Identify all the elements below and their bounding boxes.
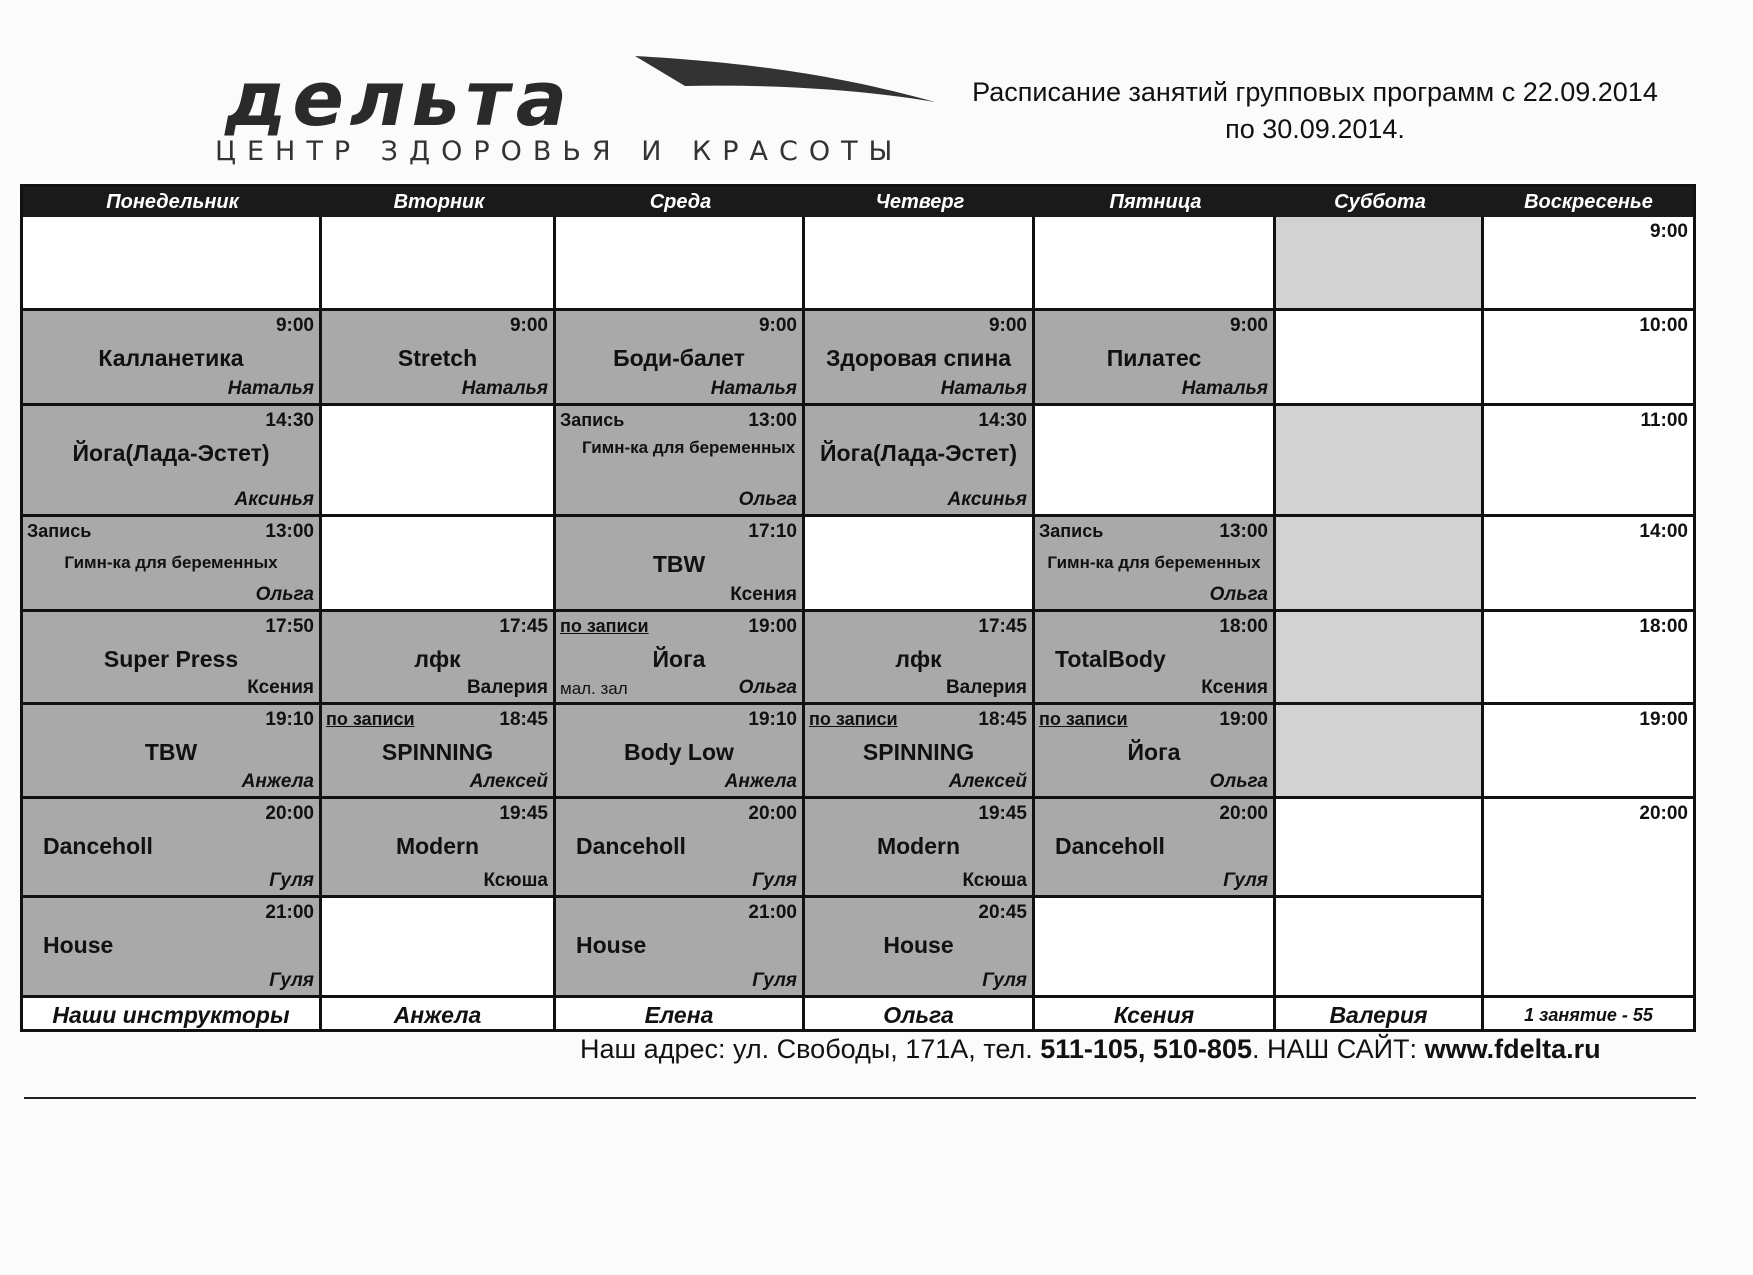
empty-slot bbox=[322, 517, 556, 612]
class-time: 18:00 bbox=[1219, 616, 1268, 637]
class-name: Йога(Лада-Эстет) bbox=[820, 440, 1017, 466]
trainer-name: Ксения bbox=[1201, 677, 1268, 698]
class-time: 19:00 bbox=[748, 616, 797, 637]
day-header-2: Среда bbox=[649, 191, 712, 213]
class-time: 19:45 bbox=[978, 803, 1027, 824]
instructor-name: Анжела bbox=[322, 998, 556, 1031]
class-slot[interactable] bbox=[556, 705, 805, 799]
empty-slot bbox=[1276, 705, 1484, 799]
class-name: лфк bbox=[414, 646, 461, 672]
class-slot[interactable] bbox=[805, 705, 1035, 799]
class-name: TBW bbox=[652, 551, 706, 577]
class-name: Йога bbox=[652, 646, 706, 672]
trainer-name: Анжела bbox=[241, 771, 314, 792]
day-header-5: Суббота bbox=[1334, 191, 1426, 213]
trainer-name: Наталья bbox=[227, 378, 314, 399]
class-time: 20:00 bbox=[1219, 803, 1268, 824]
class-name: Боди-балет bbox=[613, 345, 745, 371]
trainer-name: Анжела bbox=[724, 771, 797, 792]
class-time: 17:45 bbox=[978, 616, 1027, 637]
trainer-name: Ольга bbox=[1209, 584, 1268, 605]
logo-wordmark: дельта bbox=[225, 54, 573, 143]
trainer-name: Наталья bbox=[940, 378, 1027, 399]
trainer-name: Валерия bbox=[945, 677, 1027, 698]
trainer-name: Наталья bbox=[710, 378, 797, 399]
sunday-time-slot bbox=[1484, 311, 1693, 406]
trainer-name: Ольга bbox=[738, 489, 797, 510]
hall-label: мал. зал bbox=[560, 679, 628, 698]
trainer-name: Аксинья bbox=[234, 489, 314, 510]
trainer-name: Ольга bbox=[1209, 771, 1268, 792]
trainer-name: Гуля bbox=[269, 870, 314, 891]
schedule-table bbox=[20, 184, 1696, 1032]
sunday-time-slot bbox=[1484, 799, 1693, 998]
trainer-name: Ксения bbox=[247, 677, 314, 698]
class-slot[interactable] bbox=[23, 898, 322, 998]
class-slot[interactable] bbox=[322, 612, 556, 705]
empty-slot bbox=[1276, 799, 1484, 898]
class-time: 9:00 bbox=[758, 315, 797, 336]
empty-slot bbox=[1276, 406, 1484, 517]
class-time: 13:00 bbox=[748, 410, 797, 431]
empty-slot bbox=[1276, 311, 1484, 406]
sunday-time-label: 14:00 bbox=[1639, 521, 1688, 542]
trainer-name: Гуля bbox=[982, 970, 1027, 991]
class-slot[interactable] bbox=[556, 898, 805, 998]
sunday-time-slot bbox=[1484, 705, 1693, 799]
class-slot[interactable] bbox=[322, 705, 556, 799]
class-time: 21:00 bbox=[748, 902, 797, 923]
trainer-name: Ксюша bbox=[483, 870, 548, 891]
class-name: Гимн-ка для беременных bbox=[64, 553, 278, 572]
contact-address bbox=[580, 1034, 1601, 1065]
class-slot[interactable] bbox=[23, 799, 322, 898]
class-name: Body Low bbox=[624, 739, 734, 765]
logo-tagline: ЦЕНТР ЗДОРОВЬЯ И КРАСОТЫ bbox=[215, 136, 904, 167]
trainer-name: Наталья bbox=[461, 378, 548, 399]
class-time: 9:00 bbox=[509, 315, 548, 336]
sunday-time-slot bbox=[1484, 612, 1693, 705]
class-slot[interactable] bbox=[556, 406, 805, 517]
class-name: Йога(Лада-Эстет) bbox=[72, 440, 270, 466]
class-name: лфк bbox=[895, 646, 942, 672]
instructor-name: Ольга bbox=[805, 998, 1035, 1031]
class-time: 9:00 bbox=[988, 315, 1027, 336]
trainer-name: Ольга bbox=[255, 584, 314, 605]
trainer-name: Ксюша bbox=[962, 870, 1027, 891]
class-slot[interactable] bbox=[1035, 705, 1276, 799]
trainer-name: Гуля bbox=[752, 870, 797, 891]
class-name: TBW bbox=[144, 739, 198, 765]
signup-tag: Запись bbox=[27, 521, 92, 541]
class-slot[interactable] bbox=[1035, 311, 1276, 406]
footer-border bbox=[23, 995, 1693, 998]
class-name: Гимн-ка для беременных bbox=[1047, 553, 1261, 572]
trainer-name: Ксения bbox=[730, 584, 797, 605]
class-time: 13:00 bbox=[1219, 521, 1268, 542]
class-slot[interactable] bbox=[322, 799, 556, 898]
class-slot[interactable] bbox=[23, 612, 322, 705]
signup-tag: по записи bbox=[1039, 709, 1128, 729]
instructors-label: Наши инструкторы bbox=[23, 998, 322, 1031]
class-name: SPINNING bbox=[862, 739, 975, 765]
class-slot[interactable] bbox=[1035, 612, 1276, 705]
empty-slot bbox=[1276, 217, 1484, 311]
instructor-name: Валерия bbox=[1276, 998, 1484, 1031]
class-time: 20:00 bbox=[265, 803, 314, 824]
empty-slot bbox=[805, 517, 1035, 612]
class-time: 18:45 bbox=[978, 709, 1027, 730]
phone-numbers: 511-105, 510-805 bbox=[1040, 1034, 1252, 1064]
empty-slot bbox=[805, 217, 1035, 311]
class-time: 20:45 bbox=[978, 902, 1027, 923]
class-name: SPINNING bbox=[381, 739, 494, 765]
class-slot[interactable] bbox=[1035, 799, 1276, 898]
class-name: Stretch bbox=[397, 345, 478, 371]
class-slot[interactable] bbox=[322, 311, 556, 406]
title-line-2: по 30.09.2014. bbox=[1225, 114, 1405, 144]
day-header-row bbox=[23, 187, 1693, 217]
sunday-time-slot bbox=[1484, 517, 1693, 612]
page-title bbox=[935, 74, 1695, 148]
day-header-6: Воскресенье bbox=[1524, 191, 1653, 213]
sunday-time-label: 10:00 bbox=[1639, 315, 1688, 336]
class-time: 17:10 bbox=[748, 521, 797, 542]
class-name: Danceholl bbox=[1055, 833, 1165, 859]
class-time: 19:10 bbox=[748, 709, 797, 730]
class-slot[interactable] bbox=[556, 799, 805, 898]
empty-slot bbox=[1035, 217, 1276, 311]
signup-tag: по записи bbox=[809, 709, 898, 729]
trainer-name: Гуля bbox=[1223, 870, 1268, 891]
class-time: 17:45 bbox=[499, 616, 548, 637]
empty-slot bbox=[1276, 517, 1484, 612]
class-name: Super Press bbox=[103, 646, 239, 672]
class-slot[interactable] bbox=[805, 612, 1035, 705]
class-time: 20:00 bbox=[748, 803, 797, 824]
signup-tag: по записи bbox=[560, 616, 649, 636]
day-header-0: Понедельник bbox=[106, 191, 239, 213]
empty-slot bbox=[1276, 612, 1484, 705]
signup-tag: Запись bbox=[1039, 521, 1104, 541]
class-time: 13:00 bbox=[265, 521, 314, 542]
sunday-time-label: 11:00 bbox=[1640, 410, 1688, 431]
class-slot[interactable] bbox=[556, 517, 805, 612]
site-link[interactable]: www.fdelta.ru bbox=[1424, 1034, 1601, 1064]
class-time: 14:30 bbox=[978, 410, 1027, 431]
address-text: Наш адрес: ул. Свободы, 171А, тел. bbox=[580, 1034, 1033, 1064]
class-slot[interactable] bbox=[805, 898, 1035, 998]
instructor-name: Ксения bbox=[1035, 998, 1276, 1031]
class-time: 19:00 bbox=[1219, 709, 1268, 730]
class-time: 14:30 bbox=[265, 410, 314, 431]
class-time: 18:45 bbox=[499, 709, 548, 730]
class-name: Калланетика bbox=[98, 345, 244, 371]
class-slot[interactable] bbox=[805, 311, 1035, 406]
empty-slot bbox=[23, 217, 322, 311]
class-slot[interactable] bbox=[23, 406, 322, 517]
class-slot[interactable] bbox=[23, 517, 322, 612]
sunday-time-label: 18:00 bbox=[1639, 616, 1688, 637]
trainer-name: Валерия bbox=[466, 677, 548, 698]
sunday-time-slot bbox=[1484, 406, 1693, 517]
class-name: House bbox=[883, 932, 954, 958]
class-time: 21:00 bbox=[265, 902, 314, 923]
trainer-name: Алексей bbox=[469, 771, 548, 792]
empty-slot bbox=[322, 898, 556, 998]
class-slot[interactable] bbox=[1035, 517, 1276, 612]
class-name: Danceholl bbox=[43, 833, 153, 859]
empty-slot bbox=[1035, 898, 1276, 998]
trainer-name: Гуля bbox=[269, 970, 314, 991]
sunday-time-label: 19:00 bbox=[1639, 709, 1688, 730]
empty-slot bbox=[556, 217, 805, 311]
class-name: TotalBody bbox=[1055, 646, 1166, 672]
class-time: 19:45 bbox=[499, 803, 548, 824]
class-slot[interactable] bbox=[805, 406, 1035, 517]
class-name: Danceholl bbox=[576, 833, 686, 859]
class-time: 9:00 bbox=[275, 315, 314, 336]
trainer-name: Гуля bbox=[752, 970, 797, 991]
day-header-1: Вторник bbox=[393, 191, 485, 213]
signup-tag: по записи bbox=[326, 709, 415, 729]
class-slot[interactable] bbox=[23, 311, 322, 406]
class-name: Здоровая спина bbox=[825, 345, 1012, 371]
class-name: Modern bbox=[395, 833, 480, 859]
class-name: House bbox=[43, 932, 114, 958]
empty-slot bbox=[1035, 406, 1276, 517]
signup-tag: Запись bbox=[560, 410, 625, 430]
trainer-name: Наталья bbox=[1181, 378, 1268, 399]
sunday-time-label: 20:00 bbox=[1639, 803, 1688, 824]
day-header-3: Четверг bbox=[875, 191, 965, 213]
class-name: House bbox=[576, 932, 647, 958]
sunday-time-slot bbox=[1484, 217, 1693, 311]
class-time: 19:10 bbox=[265, 709, 314, 730]
empty-slot bbox=[322, 406, 556, 517]
class-slot[interactable] bbox=[805, 799, 1035, 898]
delta-logo bbox=[215, 50, 935, 170]
class-name: Modern bbox=[876, 833, 961, 859]
instructor-name: Елена bbox=[556, 998, 805, 1031]
class-time: 17:50 bbox=[265, 616, 314, 637]
class-name: Пилатес bbox=[1106, 345, 1202, 371]
class-slot[interactable] bbox=[23, 705, 322, 799]
trainer-name: Ольга bbox=[738, 677, 797, 698]
empty-slot bbox=[322, 217, 556, 311]
price-note: 1 занятие - 55 bbox=[1524, 1005, 1653, 1025]
class-time: 9:00 bbox=[1229, 315, 1268, 336]
class-slot[interactable] bbox=[556, 612, 805, 705]
class-slot[interactable] bbox=[556, 311, 805, 406]
site-label: . НАШ САЙТ: bbox=[1251, 1034, 1418, 1064]
divider-line bbox=[24, 1097, 1696, 1099]
day-header-4: Пятница bbox=[1109, 191, 1202, 213]
sunday-time-label: 9:00 bbox=[1649, 221, 1688, 242]
empty-slot bbox=[1276, 898, 1484, 998]
class-name: Йога bbox=[1127, 739, 1181, 765]
title-line-1: Расписание занятий групповых программ с 22.09.2014 bbox=[972, 77, 1658, 107]
trainer-name: Алексей bbox=[948, 771, 1027, 792]
trainer-name: Аксинья bbox=[947, 489, 1027, 510]
class-name: Гимн-ка для беременных bbox=[582, 438, 796, 457]
